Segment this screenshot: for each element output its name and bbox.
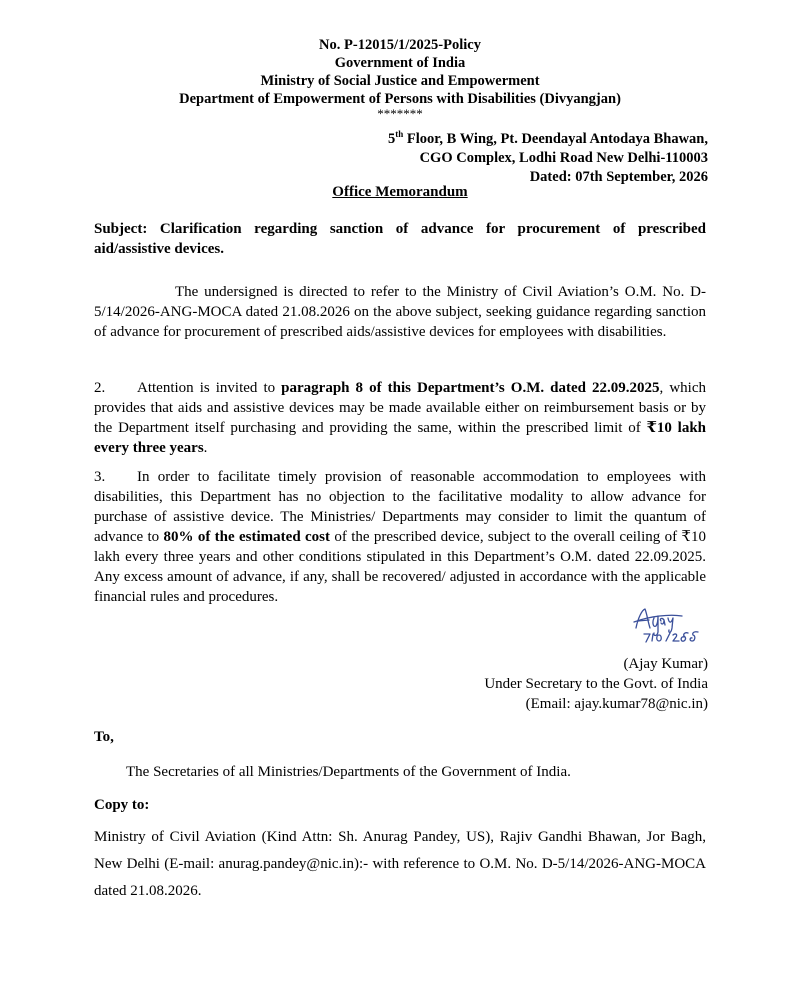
- floor-number: 5: [388, 131, 396, 147]
- paragraph-number: 2.: [94, 380, 106, 396]
- ministry-name: Ministry of Social Justice and Empowerment: [260, 73, 540, 89]
- department-name: Department of Empowerment of Persons with Disabilities (Divyangjan): [179, 91, 621, 107]
- signatory-designation: Under Secretary to the Govt. of India: [484, 676, 708, 692]
- addressee-label: To,: [94, 729, 114, 745]
- separator-stars: *******: [377, 106, 423, 121]
- addressee-text: The Secretaries of all Ministries/Departments of the Government of India.: [126, 764, 571, 780]
- paragraph-2-text-c: .: [203, 440, 208, 456]
- subject-line: Subject: Clarification regarding sanction of advance for procurement of prescribed aid/assistive devices.: [94, 221, 706, 257]
- paragraph-2-text-b: , which provides that aids and assistive devices may be made available either on reimbursement basis or by the Department itself purchasing and providing the same, within the prescribed limit of: [94, 380, 706, 436]
- address-line-2: CGO Complex, Lodhi Road New Delhi-110003: [419, 150, 708, 166]
- paragraph-3-text-b: of the prescribed device, subject to the overall ceiling of ₹10 lakh every three years and other conditions stipulated in this Department’s O.M. dated 22.09.2025. Any excess amount of advance, if any, shall be recovered/ adjusted in accordance with the applicable financial rules and procedures.: [94, 529, 706, 605]
- paragraph-3: [94, 467, 706, 607]
- paragraph-1: [94, 282, 706, 342]
- paragraph-2-bold-limit: ₹10 lakh every three years: [94, 420, 707, 456]
- paragraph-2-text-a: Attention is invited to: [137, 380, 282, 396]
- floor-ordinal: th: [395, 129, 404, 139]
- document-header: [0, 36, 800, 120]
- paragraph-number: 3.: [94, 469, 106, 485]
- paragraph-1-text: The undersigned is directed to refer to the Ministry of Civil Aviation’s O.M. No. D-5/14/2026-ANG-MOCA dated 21.08.2026 on the above subject, seeking guidance regarding sanction of advance for procurement of prescribed aids/assistive devices for employees with disabilities.: [94, 284, 706, 340]
- copy-to-label: Copy to:: [94, 797, 150, 813]
- address-line-1: [388, 130, 708, 149]
- government-name: Government of India: [334, 55, 466, 71]
- paragraph-2-bold-reference: paragraph 8 of this Department’s O.M. dated 22.09.2025: [281, 380, 660, 396]
- address-line-1-text: Floor, B Wing, Pt. Deendayal Antodaya Bhawan,: [403, 131, 708, 147]
- signatory-block: [484, 654, 708, 714]
- office-address: [388, 130, 708, 187]
- reference-number: No. P-12015/1/2025-Policy: [319, 37, 481, 53]
- signatory-email: (Email: ajay.kumar78@nic.in): [525, 696, 708, 712]
- handwritten-signature: [630, 604, 710, 644]
- paragraph-3-bold-percentage: 80% of the estimated cost: [163, 529, 331, 545]
- document-date: Dated: 07th September, 2026: [529, 169, 708, 185]
- paragraph-2: [94, 378, 706, 458]
- document-title: Office Memorandum: [332, 184, 468, 200]
- signatory-name: (Ajay Kumar): [623, 656, 708, 672]
- paragraph-3-text-a: In order to facilitate timely provision of reasonable accommodation to employees with disabilities, this Department has no objection to the facilitative modality to allow advance for purchase of assistive device. The Ministries/ Departments may consider to limit the quantum of advance to: [94, 469, 706, 545]
- copy-to-text: Ministry of Civil Aviation (Kind Attn: Sh. Anurag Pandey, US), Rajiv Gandhi Bhawan, Jor Bagh, New Delhi (E-mail: anurag.pandey@nic.in):- with reference to O.M. No. D-5/14/2026-ANG-MOCA dated 21.08.2026.: [94, 829, 706, 899]
